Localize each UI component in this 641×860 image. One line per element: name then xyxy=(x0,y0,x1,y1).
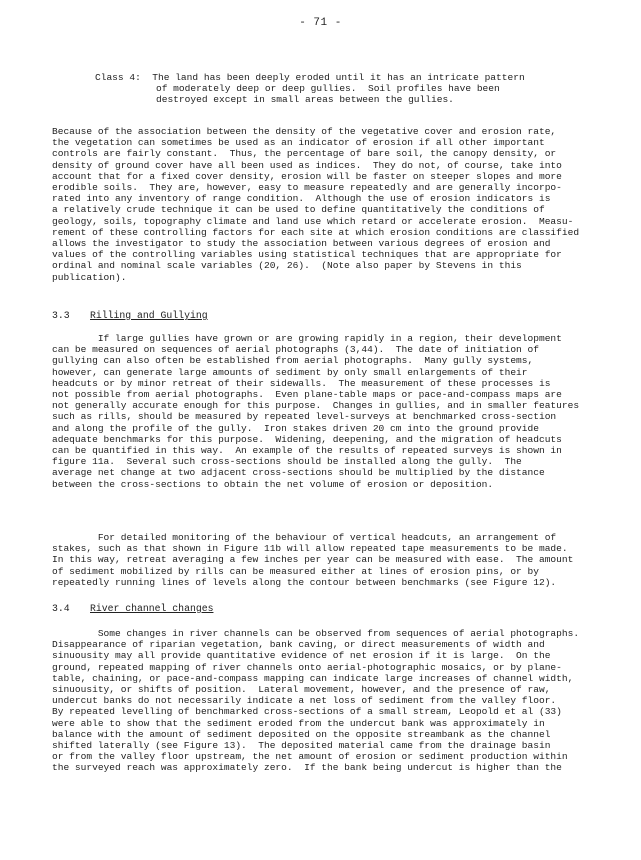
text-line: of moderately deep or deep gullies. Soil profiles have been xyxy=(156,83,500,95)
text-line: If large gullies have grown or are growing rapidly in a region, their development xyxy=(52,333,562,344)
text-line: stakes, such as that shown in Figure 11b will allow repeated tape measurements to be made. xyxy=(52,543,568,555)
text-line: average net change at two adjacent cross-sections should be multiplied by the distance xyxy=(52,467,545,479)
text-line: were able to show that the sediment eroded from the undercut bank was approximately in xyxy=(52,717,545,729)
text-line: Because of the association between the density of the vegetative cover and erosion rate, xyxy=(52,126,557,137)
text-line: table, chaining, or pace-and-compass mapping can indicate large increases of channel width, xyxy=(52,672,574,684)
text-line: destroyed except in small areas between the gullies. xyxy=(156,94,454,106)
text-line: publication). xyxy=(52,271,127,283)
text-line: the vegetation can sometimes be used as an indicator of erosion if all other important xyxy=(52,137,545,149)
text-line: and along the profile of the gully. Iron stakes driven 20 cm into the ground provide xyxy=(52,422,539,434)
section-number: 3.3 xyxy=(52,310,70,321)
text-line: however, can generate large amounts of sediment by only small enlargements of their xyxy=(52,366,528,378)
text-line: such as rills, should be measured by repeated level-surveys at benchmarked cross-section xyxy=(52,411,557,423)
text-line: balance with the amount of sediment deposited on the opposite streambank as the channel xyxy=(52,728,551,740)
text-line: account that for a fixed cover density, erosion will be faster on steeper slopes and more xyxy=(52,170,562,182)
text-line: can be measured on sequences of aerial photographs (3,44). The date of initiation of xyxy=(52,344,539,356)
text-line: controls are fairly constant. Thus, the percentage of bare soil, the canopy density, or xyxy=(52,148,557,160)
text-line: undercut banks do not necessarily indicate a net loss of sediment from the valley floor. xyxy=(52,695,557,707)
text-line: repeatedly running lines of levels along the contour between benchmarks (see Figure 12). xyxy=(52,576,557,588)
paragraph-vegetation-indicator xyxy=(52,126,622,283)
text-line: not possible from aerial photographs. Even plane-table maps or pace-and-compass maps are xyxy=(52,389,562,401)
text-line: a relatively crude technique it can be used to define quantitatively the conditions of xyxy=(52,204,545,216)
class-4-definition xyxy=(95,72,615,106)
text-line: Class 4: The land has been deeply eroded until it has an intricate pattern xyxy=(95,72,525,83)
text-line: of sediment mobilized by rills can be measured either at lines of erosion pins, or by xyxy=(52,565,539,577)
text-line: gullying can also often be established from aerial photographs. Many gully systems, xyxy=(52,355,534,367)
text-line: not generally accurate enough for this purpose. Changes in gullies, and in smaller features xyxy=(52,400,580,412)
text-line: geology, soils, topography climate and land use which retard or accelerate erosion. Measu- xyxy=(52,215,574,227)
text-line: values of the controlling variables using statistical techniques that are appropriate for xyxy=(52,249,562,261)
text-line: density of ground cover have all been used as indices. They do not, of course, take into xyxy=(52,159,562,171)
paragraph-river-channel xyxy=(52,628,632,774)
text-line: sinuousity, or shifts of position. Lateral movement, however, and the presence of raw, xyxy=(52,684,551,696)
text-line: ordinal and nominal scale variables (20, 26). (Note also paper by Stevens in this xyxy=(52,260,522,272)
text-line: rement of these controlling factors for each site at which erosion conditions are classified xyxy=(52,226,580,238)
text-line: or from the valley floor upstream, the net amount of erosion or sediment production within xyxy=(52,751,568,763)
text-line: Disappearance of riparian vegetation, bank caving, or direct measurements of width and xyxy=(52,639,545,651)
text-line: For detailed monitoring of the behaviour of vertical headcuts, an arrangement of xyxy=(52,532,557,543)
text-line: the surveyed reach was approximately zero. If the bank being undercut is higher than the xyxy=(52,762,562,774)
text-line: By repeated levelling of benchmarked cross-sections of a small stream, Leopold et al (33) xyxy=(52,706,562,718)
text-line: ground, repeated mapping of river channels onto aerial-photographic mosaics, or by plane- xyxy=(52,661,562,673)
text-line: shifted laterally (see Figure 13). The deposited material came from the drainage basin xyxy=(52,740,551,752)
text-line: rated into any inventory of range condition. Although the use of erosion indicators is xyxy=(52,193,551,205)
text-line: figure 11a. Several such cross-sections should be installed along the gully. The xyxy=(52,456,522,468)
text-line: erodible soils. They are, however, easy to measure repeatedly and are generally incorpo- xyxy=(52,182,562,194)
section-heading-3-4 xyxy=(52,603,213,615)
text-line: Some changes in river channels can be observed from sequences of aerial photographs. xyxy=(52,628,580,639)
text-line: sinuousity may all provide quantitative evidence of net erosion if it is large. On the xyxy=(52,650,551,662)
paragraph-gullying xyxy=(52,333,627,490)
text-line: between the cross-sections to obtain the net volume of erosion or deposition. xyxy=(52,478,494,490)
section-number: 3.4 xyxy=(52,603,70,614)
paragraph-headcut-monitoring xyxy=(52,532,627,588)
section-heading-3-3 xyxy=(52,310,208,322)
text-line: In this way, retreat averaging a few inches per year can be measured with ease. The amount xyxy=(52,554,574,566)
section-title: River channel changes xyxy=(90,603,214,614)
section-title: Rilling and Gullying xyxy=(90,310,208,321)
text-line: allows the investigator to study the association between various degrees of erosion and xyxy=(52,238,551,250)
text-line: adequate benchmarks for this purpose. Widening, deepening, and the migration of headcuts xyxy=(52,433,562,445)
text-line: can be quantified in this way. An example of the results of repeated surveys is shown in xyxy=(52,445,562,457)
page-number: - 71 - xyxy=(299,17,342,29)
text-line: headcuts or by minor retreat of their sidewalls. The measurement of these processes is xyxy=(52,377,551,389)
